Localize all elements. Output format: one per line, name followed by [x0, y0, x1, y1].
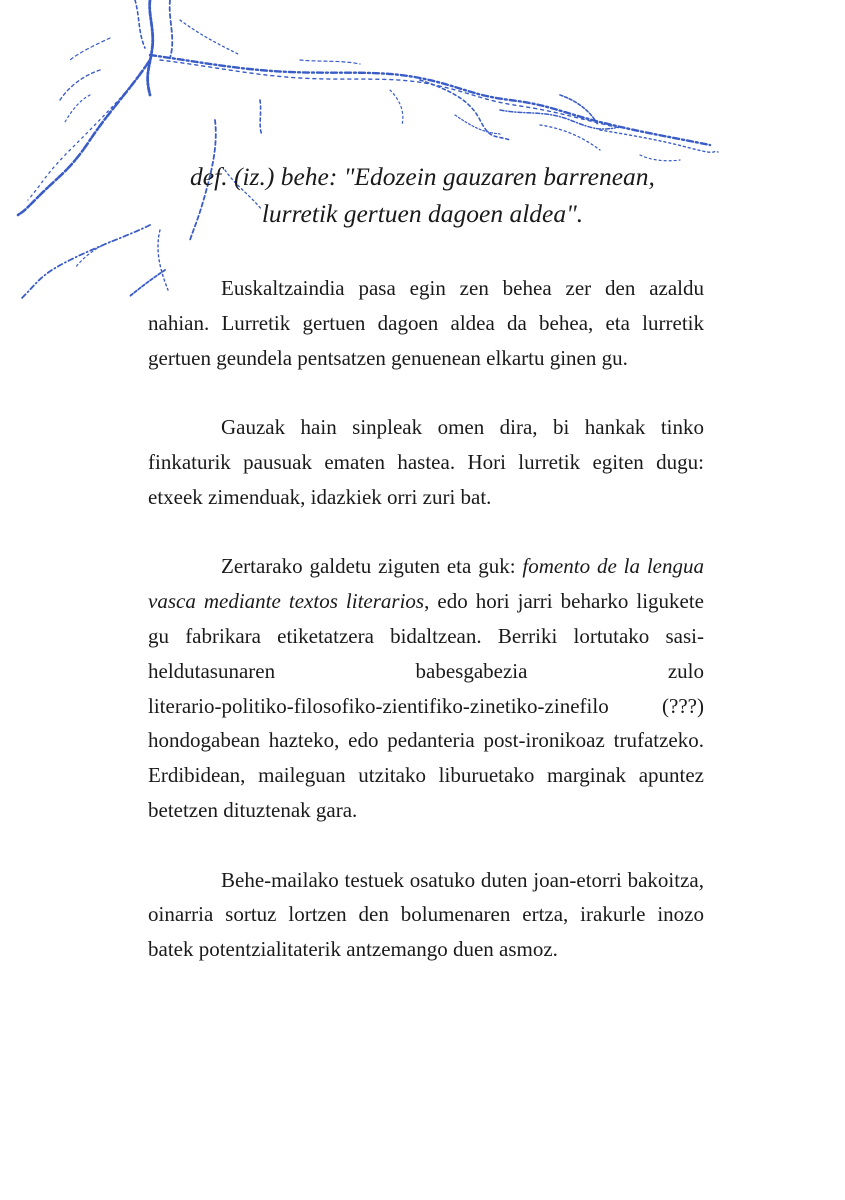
- paragraph-3-italic-quote: fomento de la lengua vasca mediante textos literarios: [148, 554, 705, 614]
- definition-line-1: def. (iz.) behe: "Edozein gauzaren barrenean,: [190, 162, 655, 191]
- paragraph-2: Gauzak hain sinpleak omen dira, bi hankak tinko finkaturik pausuak ematen hastea. Hori lurretik egiten dugu: etxeek zimenduak, idazkiek orri zuri bat.: [148, 415, 704, 509]
- paragraph-3-long-word: literario-politiko-filosofiko-zientifiko-zinetiko-zinefilo: [148, 693, 609, 718]
- paragraph-4: Behe-mailako testuek osatuko duten joan-etorri bakoitza, oinarria sortuz lortzen den bolumenaren ertza, irakurle inozo batek potentzialitaterik antzemango duen asmoz.: [148, 867, 704, 962]
- paragraph-3-end: (???) hondogabean hazteko, edo pedanteria post-ironikoaz trufatzeko. Erdibidean, maileguan utzitako liburuetako marginak apuntez betetzen dituztenak gara.: [148, 693, 704, 822]
- definition-heading: [120, 158, 725, 232]
- definition-line-2: lurretik gertuen dagoen aldea".: [261, 199, 584, 228]
- paragraph-3-middle: , edo hori jarri beharko ligukete gu fabrikara etiketatzera bidaltzean. Berriki lortutako sasi-heldutasunaren babesgabezia zulo: [148, 589, 705, 683]
- paragraph-3-intro: Zertarako galdetu ziguten eta guk:: [221, 554, 523, 579]
- body-text: [148, 271, 704, 967]
- paragraph-1: Euskaltzaindia pasa egin zen behea zer den azaldu nahian. Lurretik gertuen dagoen aldea da behea, eta lurretik gertuen geundela pentsatzen genuenean elkartu ginen gu.: [148, 276, 704, 370]
- paragraph-3: [148, 549, 704, 827]
